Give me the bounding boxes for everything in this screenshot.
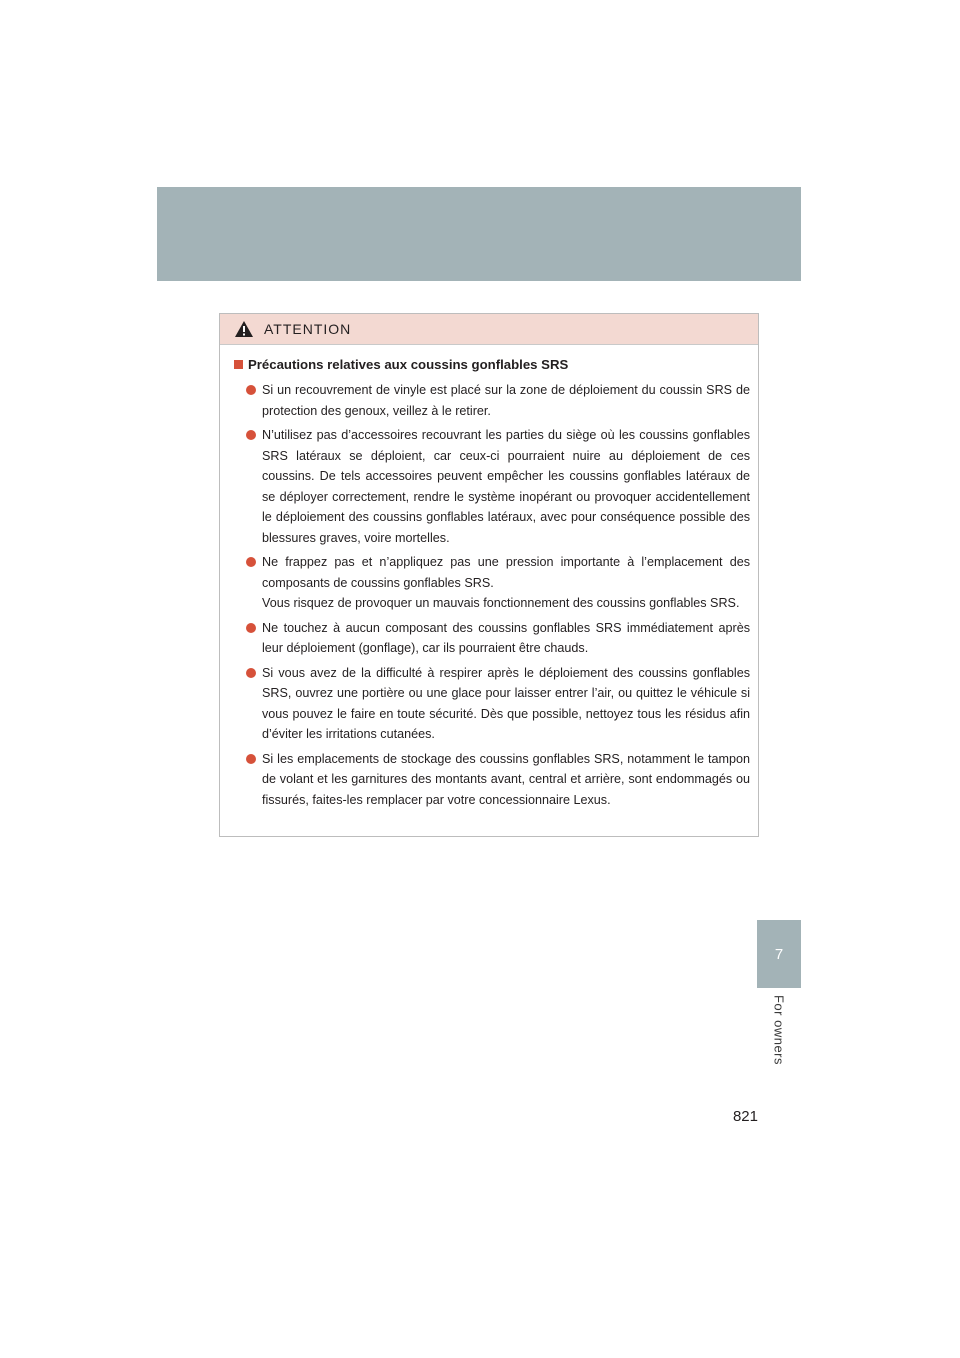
caution-header — [220, 314, 758, 345]
caution-box — [219, 313, 759, 837]
list-item-text — [259, 552, 750, 614]
list-item-text: Si un recouvrement de vinyle est placé sur la zone de déploiement du coussin SRS de protection des genoux, veillez à le retirer. — [262, 383, 750, 418]
list-item — [234, 425, 750, 548]
chapter-tab — [757, 920, 801, 988]
round-bullet-icon — [246, 623, 256, 633]
list-item — [234, 663, 750, 745]
page-number: 821 — [732, 1108, 758, 1125]
header-band — [157, 187, 801, 281]
round-bullet-icon — [246, 754, 256, 764]
list-item-text-line1: Ne frappez pas et n’appliquez pas une pression importante à l’emplacement des composants de coussins gonflables SRS. — [262, 555, 750, 590]
list-item-text: Ne touchez à aucun composant des coussins gonflables SRS immédiatement après leur déploiement (gonflage), car ils pourraient être chauds. — [262, 620, 750, 655]
section-heading — [234, 357, 750, 372]
round-bullet-icon — [246, 385, 256, 395]
chapter-label: For owners — [771, 994, 787, 1066]
section-heading-text: Précautions relatives aux coussins gonflables SRS — [248, 357, 569, 372]
list-item-text: N’utilisez pas d’accessoires recouvrant les parties du siège où les coussins gonflables SRS latéraux se déploient, car ceux-ci pourraient nuire au déploiement de ces coussins. De tels accessoires peuvent empêcher les coussins gonflables latéraux de se déployer correctement, rendre le système inopérant ou provoquer accidentellement le déploiement des coussins gonflables latéraux, avec pour conséquence possible des blessures graves, voire mortelles. — [262, 428, 750, 545]
caution-body — [220, 345, 758, 810]
list-item — [234, 552, 750, 614]
list-item-text: Si les emplacements de stockage des coussins gonflables SRS, notamment le tampon de volant et les garnitures des montants avant, central et arrière, sont endommagés ou fissurés, faites-les remplacer par votre concessionnaire Lexus. — [262, 751, 750, 807]
caution-title: ATTENTION — [264, 321, 352, 337]
square-bullet-icon — [234, 360, 243, 369]
list-item — [234, 618, 750, 659]
round-bullet-icon — [246, 430, 256, 440]
list-item-text-line2: Vous risquez de provoquer un mauvais fonctionnement des coussins gonflables SRS. — [262, 596, 740, 610]
list-item-text: Si vous avez de la difficulté à respirer après le déploiement des coussins gonflables SRS, ouvrez une portière ou une glace pour laisser entrer l’air, ou quittez le véhicule si vous pouvez le faire en toute sécurité. Dès que possible, nettoyez tous les résidus afin d’éviter les irritations cutanées. — [262, 665, 750, 741]
round-bullet-icon — [246, 557, 256, 567]
chapter-number: 7 — [774, 945, 784, 963]
list-item — [234, 380, 750, 421]
round-bullet-icon — [246, 668, 256, 678]
list-item — [234, 749, 750, 811]
warning-icon — [234, 320, 254, 338]
